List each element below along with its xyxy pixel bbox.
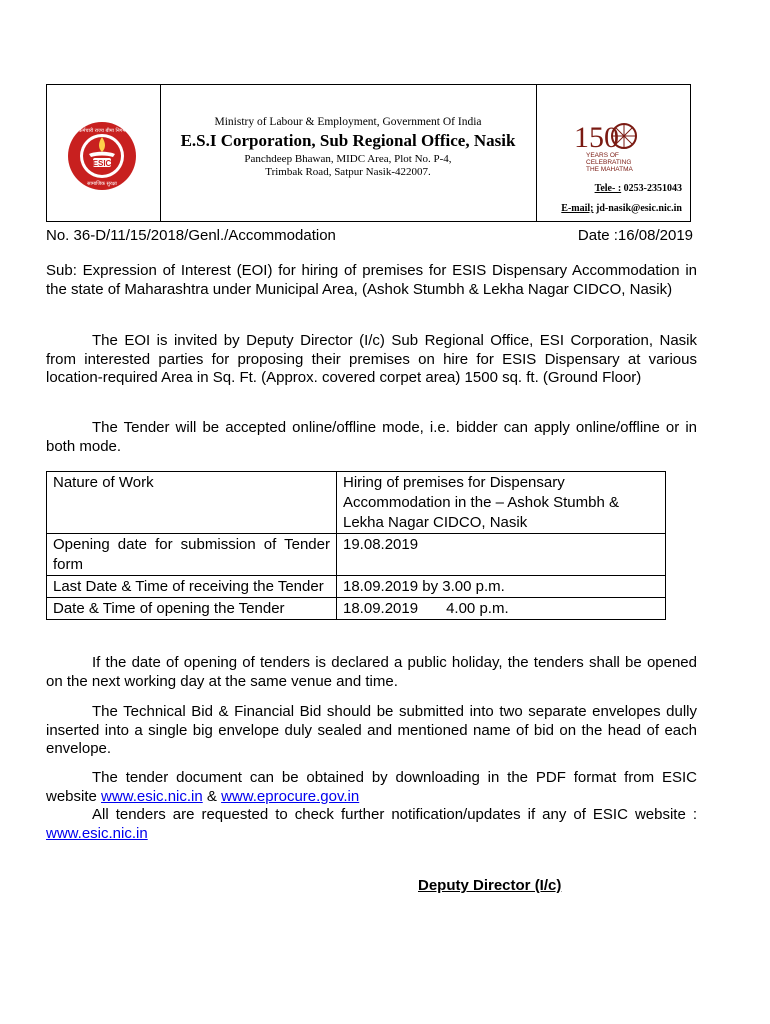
holiday-paragraph: If the date of opening of tenders is declared a public holiday, the tenders shall be opened on the next working day at the same venue and time.	[46, 654, 697, 690]
gandhi-150-years-icon	[572, 117, 648, 175]
svg-text:सामाजिक सुरक्षा: सामाजिक सुरक्षा	[87, 181, 117, 187]
telephone-label: Tele- :	[594, 183, 622, 194]
opening-time: 4.00 p.m.	[446, 600, 509, 617]
updates-paragraph	[46, 806, 697, 843]
address-line-2: Trimbak Road, Satpur Nasik-422007.	[265, 166, 431, 178]
row-value: 19.08.2019	[337, 534, 666, 576]
tender-mode-paragraph: The Tender will be accepted online/offline mode, i.e. bidder can apply online/offline or in both mode.	[46, 419, 697, 455]
row-value: Hiring of premises for Dispensary Accommodation in the – Ashok Stumbh & Lekha Nagar CIDCO, Nasik	[337, 472, 666, 534]
svg-text:ESIC: ESIC	[92, 159, 112, 168]
address-line-1: Panchdeep Bhawan, MIDC Area, Plot No. P-4,	[244, 153, 452, 165]
row-label: Opening date for submission of Tender form	[47, 534, 337, 576]
opening-date: 18.09.2019	[343, 600, 419, 617]
letterhead-logo-cell	[47, 85, 161, 221]
row-label: Nature of Work	[47, 472, 337, 534]
updates-text: All tenders are requested to check further notification/updates if any of ESIC website :	[92, 806, 697, 823]
table-row	[47, 534, 666, 576]
link-joiner: &	[206, 787, 217, 805]
svg-text:YEARS OF: YEARS OF	[586, 152, 619, 159]
signature-designation: Deputy Director (I/c)	[418, 877, 562, 894]
eprocure-website-link[interactable]: www.eprocure.gov.in	[221, 787, 360, 805]
invitation-paragraph: The EOI is invited by Deputy Director (I/c) Sub Regional Office, ESI Corporation, Nasik from interested parties for proposing their premises on hire for ESIS Dispensary at various location-required Area in Sq. Ft. (Approx. covered corpet area) 1500 sq. ft. (Ground Floor)	[46, 332, 697, 386]
office-name: E.S.I Corporation, Sub Regional Office, Nasik	[180, 131, 516, 150]
telephone-value: 0253-2351043	[623, 183, 682, 194]
tender-details-table	[46, 471, 666, 620]
svg-text:कर्मचारी राज्य बीमा निगम: कर्मचारी राज्य बीमा निगम	[78, 128, 126, 134]
letterhead-contact-cell	[536, 85, 690, 221]
download-text: The tender document can be obtained by downloading in the PDF format from ESIC website	[46, 769, 697, 805]
svg-text:150: 150	[574, 121, 619, 154]
row-value	[337, 598, 666, 620]
download-paragraph	[46, 769, 697, 806]
reference-number: No. 36-D/11/15/2018/Genl./Accommodation	[46, 227, 336, 244]
row-value: 18.09.2019 by 3.00 p.m.	[337, 576, 666, 598]
esic-updates-link[interactable]: www.esic.nic.in	[46, 824, 148, 842]
email-value: jd-nasik@esic.nic.in	[596, 203, 682, 214]
letterhead-title-cell	[160, 85, 537, 221]
row-label: Date & Time of opening the Tender	[47, 598, 337, 620]
table-row	[47, 598, 666, 620]
row-label: Last Date & Time of receiving the Tender	[47, 576, 337, 598]
reference-date: Date :16/08/2019	[577, 227, 693, 244]
esic-website-link[interactable]: www.esic.nic.in	[101, 787, 203, 805]
table-row	[47, 576, 666, 598]
email-label: E-mail;	[561, 203, 594, 214]
telephone	[595, 183, 682, 194]
email	[561, 203, 682, 214]
svg-text:CELEBRATING: CELEBRATING	[586, 159, 632, 166]
ministry-name: Ministry of Labour & Employment, Government Of India	[214, 116, 482, 128]
esic-emblem-icon	[67, 121, 137, 191]
table-row	[47, 472, 666, 534]
subject: Sub: Expression of Interest (EOI) for hiring of premises for ESIS Dispensary Accommodation in the state of Maharashtra under Municipal Area, (Ashok Stumbh & Lekha Nagar CIDCO, Nasik)	[46, 262, 697, 298]
svg-text:THE MAHATMA: THE MAHATMA	[586, 166, 633, 173]
letterhead	[46, 84, 691, 222]
bids-paragraph: The Technical Bid & Financial Bid should be submitted into two separate envelopes dully inserted into a single big envelope duly sealed and mentioned name of bid on the head of each envelope.	[46, 703, 697, 757]
